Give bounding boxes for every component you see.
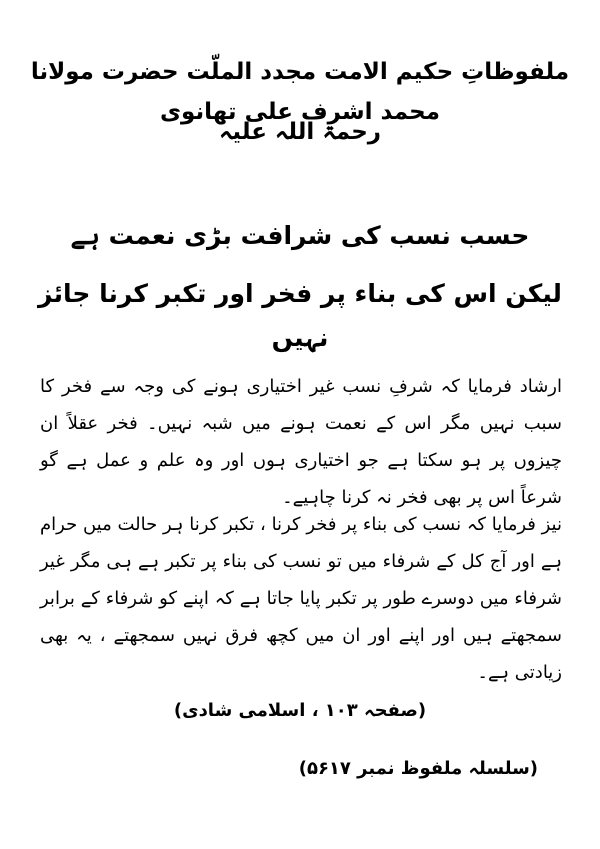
body-paragraph-2: نیز فرمایا کہ نسب کی بناء پر فخر کرنا ، تکبر کرنا ہر حالت میں حرام ہے اور آج کل کے شرفاء میں تو نسب کی بناء پر تکبر ہے ہی مگر غیر شرفاء میں دوسرے طور پر تکبر پایا جاتا ہے کہ اپنے کو شرفاء کے برابر سمجھتے ہیں اور اپنے اور ان میں کچھ فرق نہیں سمجھتے ، یہ بھی زیادتی ہے۔ [40, 514, 562, 683]
section-heading-line1: حسب نسب کی شرافت بڑی نعمت ہے [70, 221, 530, 250]
section-heading-line2: لیکن اس کی بناء پر فخر اور تکبر کرنا جائز نہیں [38, 279, 562, 352]
source-reference: (صفحہ ۱۰۳ ، اسلامی شادی) [173, 700, 427, 721]
body-paragraph-1: ارشاد فرمایا کہ شرفِ نسب غیر اختیاری ہونے کی وجہ سے فخر کا سبب نہیں مگر اس کے نعمت ہونے میں شبہ نہیں۔ فخر عقلاً ان چیزوں پر ہو سکتا ہے جو اختیاری ہوں اور وہ علم و عمل ہے گو شرعاً اس پر بھی فخر نہ کرنا چاہیے۔ [40, 376, 562, 508]
document-title-line1: ملفوظاتِ حکیم الامت مجدد الملّت حضرت مولانا محمد اشرف علی تھانوی [30, 59, 570, 125]
document-title-line2: رحمۃ اللہ علیہ [218, 119, 382, 145]
serial-number: (سلسلہ ملفوظ نمبر ۵۶۱۷) [298, 758, 538, 779]
